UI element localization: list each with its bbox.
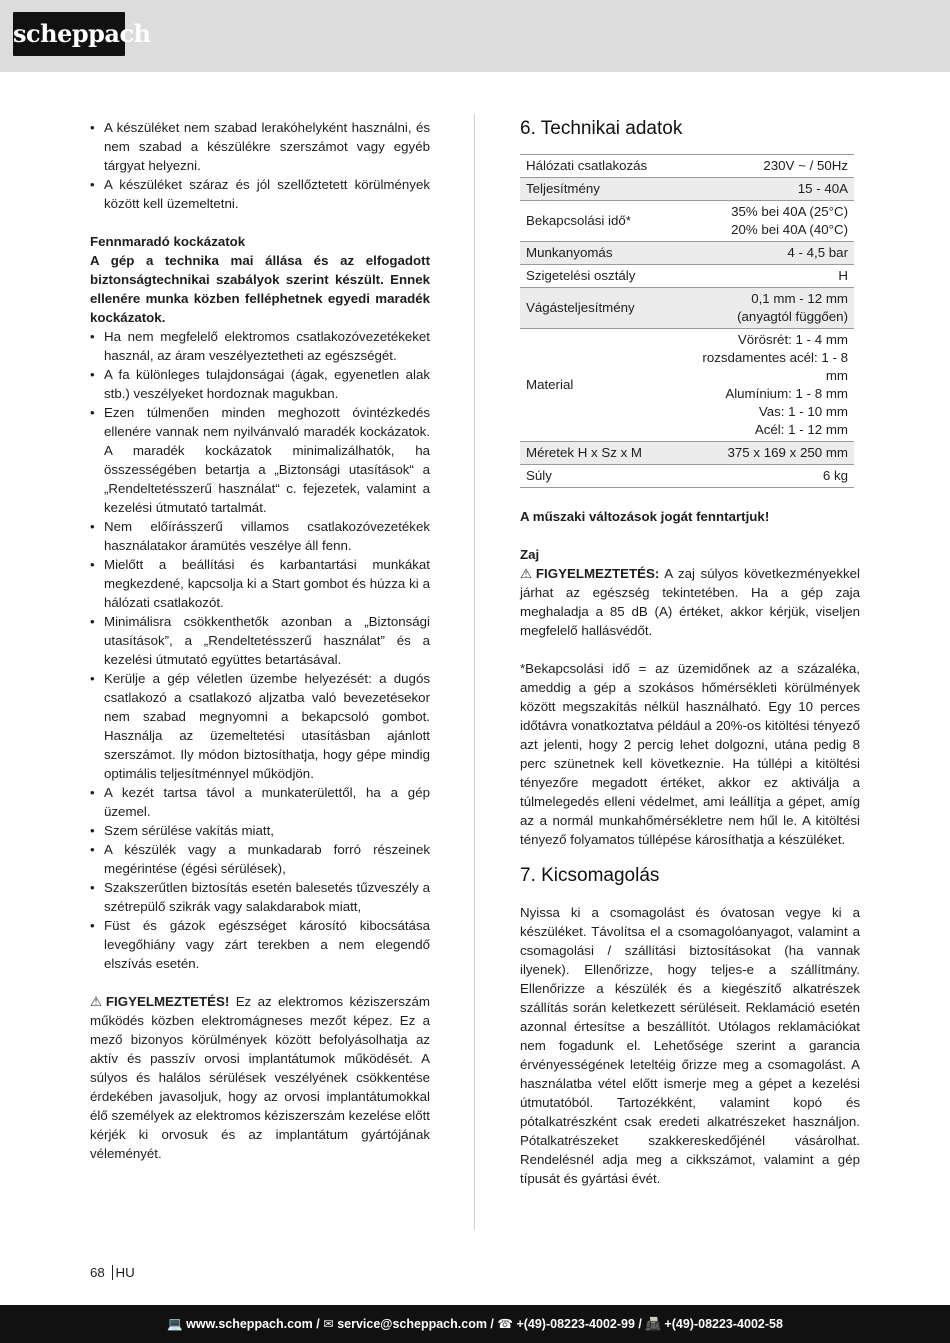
warning-label: FIGYELMEZTETÉS! — [105, 994, 230, 1009]
page-footer: 💻 www.scheppach.com / ✉ service@scheppach.com / ☎ +(49)-08223-4002-99 / 📠 +(49)-08223-4002-58 — [0, 1305, 950, 1343]
noise-heading: Zaj — [520, 547, 540, 562]
table-row — [520, 288, 854, 329]
spec-label: Bekapcsolási idő* — [520, 201, 669, 242]
list-item: • Szakszerűtlen biztosítás esetén balesetés tűzveszély a szétrepülő szikrák vagy salakdarabok miatt, — [90, 878, 430, 916]
list-item: • A készülék vagy a munkadarab forró részeinek megérintése (égési sérülések), — [90, 840, 430, 878]
mail-icon: ✉ — [323, 1317, 334, 1331]
table-row — [520, 242, 854, 265]
footer-fax: +(49)-08223-4002-58 — [664, 1317, 783, 1331]
list-item: • Szem sérülése vakítás miatt, — [90, 821, 430, 840]
table-row — [520, 329, 854, 442]
footer-phone: +(49)-08223-4002-99 — [516, 1317, 635, 1331]
table-row — [520, 201, 854, 242]
list-item: • A fa különleges tulajdonságai (ágak, egyenetlen alak stb.) veszélyeket hordoznak magukban. — [90, 365, 430, 403]
duty-cycle-note: *Bekapcsolási idő = az üzemidőnek az a százaléka, ameddig a gép a szokásos hőmérsékleti körülmények között megszakítás nélkül használható. Egy 10 perces időtávra vonatkoztatva például a 20%-os kitöltési tényező azt jelenti, hogy 2 percig lehet dolgozni, utána pedig 8 perc szünetnek kell következnie. Ha túllépi a kitöltési tényezőre megadott értéket, akkor ez aktiválja a túlmelegedés elleni védelmet, ami leállítja a gépet, amíg az a normál munkahőmérsékletre nem hűl le. A kitöltési tényező folyamatos túllépése károsíthatja a készüléket. — [520, 661, 860, 847]
fax-icon: 📠 — [645, 1317, 661, 1331]
page-number — [90, 1265, 135, 1280]
spec-value: 15 - 40A — [669, 178, 854, 201]
list-item: • Ha nem megfelelő elektromos csatlakozóvezetékeket használ, az áram veszélyeztetheti az egészségét. — [90, 327, 430, 365]
footer-website: www.scheppach.com — [186, 1317, 313, 1331]
table-row — [520, 265, 854, 288]
spec-value: Vörösrét: 1 - 4 mm rozsdamentes acél: 1 - 8 mm Alumínium: 1 - 8 mm Vas: 1 - 10 mm Acél: 1 - 12 mm — [669, 329, 854, 442]
technical-data-heading: 6. Technikai adatok — [520, 118, 683, 139]
page-language: HU — [115, 1265, 135, 1280]
list-item: • Mielőtt a beállítási és karbantartási munkákat megkezdené, kapcsolja ki a Start gombot és húzza ki a hálózati csatlakozót. — [90, 555, 430, 612]
page-header — [0, 0, 950, 72]
spec-value: 6 kg — [669, 465, 854, 488]
computer-icon: 💻 — [167, 1317, 183, 1331]
spec-value: 375 x 169 x 250 mm — [669, 442, 854, 465]
warning-icon: ⚠ — [90, 994, 102, 1009]
unpacking-paragraph: Nyissa ki a csomagolást és óvatosan vegye ki a készüléket. Távolítsa el a csomagolóanyagot, valamint a csomagolási / szállítási biztosításokat (ha vannak ilyenek). Ellenőrizze, hogy teljes-e a szállítmány. Ellenőrizze a készülék és a kiegészítő alkatrészek szállítás során keletkezett sérüléseit. Reklamáció esetén azonnal értesítse a beszállítót. Utólagos reklamációkat nem fogadunk el. Lehetősége szerint a garancia érvényességének leteltéig őrizze meg a csomagolást. A használatba vétel előtt ismerje meg a gépet a kezelési útmutatóból. Tartozékként, valamint kopó és pótalkatrészként csak eredeti alkatrészeket használjon. Pótalkatrészeket szakkereskedőjénél vásárolhat. Rendelésnél adja meg a cikkszámot, valamint a gép típusát és gyártási évét. — [520, 905, 860, 1186]
spec-label: Hálózati csatlakozás — [520, 155, 669, 178]
table-row — [520, 178, 854, 201]
spec-label: Vágásteljesítmény — [520, 288, 669, 329]
technical-data-table — [520, 154, 854, 488]
list-item: • A készüléket nem szabad lerakóhelyként használni, és nem szabad a készülékre szerszámot vagy egyéb tárgyat helyezni. — [90, 118, 430, 175]
warning-icon: ⚠ — [520, 566, 532, 581]
list-item: • A készüléket száraz és jól szellőztetett körülmények között kell üzemeltetni. — [90, 175, 430, 213]
spec-value: 0,1 mm - 12 mm (anyagtól függően) — [669, 288, 854, 329]
spec-label: Munkanyomás — [520, 242, 669, 265]
list-item: • Kerülje a gép véletlen üzembe helyezését: a dugós csatlakozó a csatlakozó aljzatba való bevezetésekor nem szabad megnyomni a bekapcsoló gombot. Használja az üzemeltetési utasításban ajánlott szerszámot. Ily módon biztosíthatja, hogy gépe mindig optimális teljesítménnyel működjön. — [90, 669, 430, 783]
list-item: • Ezen túlmenően minden meghozott óvintézkedés ellenére vannak nem nyilvánvaló maradék kockázatok. A maradék kockázatok minimalizálhatók, ha összességében betartja a „Biztonsági utasítások“ a „Rendeltetésszerű használat“ c. fejezetek, valamint a kezelési útmutató tartalmát. — [90, 403, 430, 517]
spec-label: Méretek H x Sz x M — [520, 442, 669, 465]
table-row — [520, 442, 854, 465]
footer-email: service@scheppach.com — [337, 1317, 487, 1331]
list-item: • Nem előírásszerű villamos csatlakozóvezetékek használatakor áramütés veszélye áll fenn. — [90, 517, 430, 555]
table-row — [520, 465, 854, 488]
unpacking-heading: 7. Kicsomagolás — [520, 865, 660, 886]
list-item: • A kezét tartsa távol a munkaterülettől, ha a gép üzemel. — [90, 783, 430, 821]
noise-warning-text: A zaj súlyos következményekkel járhat az egészség tekintetében. Ha a gép zaja meghaladja a 85 dB (A) értéket, akkor kérjük, viseljen megfelelő hallásvédőt. — [520, 566, 860, 638]
spec-label: Szigetelési osztály — [520, 265, 669, 288]
noise-warning-paragraph — [520, 564, 860, 640]
residual-risks-intro: A gép a technika mai állása és az elfogadott biztonságtechnikai szabályok szerint készült. Ennek ellenére munka közben felléphetnek egyedi maradék kockázatok. — [90, 253, 430, 325]
list-item: • Füst és gázok egészséget károsító kibocsátása levegőhiány vagy zárt terekben a nem elegendő elszívás esetén. — [90, 916, 430, 973]
spec-value: 4 - 4,5 bar — [669, 242, 854, 265]
warning-text: Ez az elektromos kéziszerszám működés közben elektromágneses mezőt képez. Ez a mező bizonyos körülmények között befolyásolhatja az aktív és passzív orvosi implantátumok működését. A súlyos és halálos sérülések veszélyének csökkentése érdekében javasoljuk, hogy az orvosi implantátumokkal élő személyek az elektromos kéziszerszám kezelése előtt kérjék ki orvosuk és az implantátum gyártójának véleményét. — [90, 994, 430, 1161]
phone-icon: ☎ — [497, 1317, 513, 1331]
table-row — [520, 155, 854, 178]
spec-value: H — [669, 265, 854, 288]
scheppach-logo: scheppach — [13, 12, 125, 56]
right-column — [520, 118, 860, 1188]
intro-bullet-list — [90, 118, 430, 213]
spec-value: 230V ~ / 50Hz — [669, 155, 854, 178]
spec-label: Súly — [520, 465, 669, 488]
list-item: • Minimálisra csökkenthetők azonban a „Biztonsági utasítások”, a „Rendeltetésszerű használat” és a kezelési útmutató együttes betartásával. — [90, 612, 430, 669]
residual-risks-list — [90, 327, 430, 973]
technical-changes-note: A műszaki változások jogát fenntartjuk! — [520, 509, 770, 524]
residual-risks-heading: Fennmaradó kockázatok — [90, 234, 246, 249]
column-divider — [474, 114, 475, 1230]
spec-label: Material — [520, 329, 669, 442]
spec-value: 35% bei 40A (25°C) 20% bei 40A (40°C) — [669, 201, 854, 242]
emf-warning-paragraph — [90, 992, 430, 1163]
left-column — [90, 118, 430, 1163]
page-number-value: 68 — [90, 1265, 105, 1280]
spec-label: Teljesítmény — [520, 178, 669, 201]
noise-warning-label: FIGYELMEZTETÉS: — [535, 566, 660, 581]
